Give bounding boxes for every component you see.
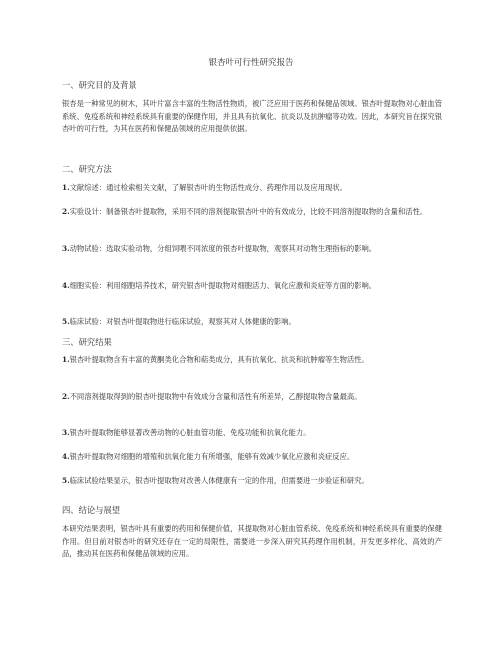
item-number: 5. — [62, 317, 70, 326]
item-number: 4. — [62, 281, 70, 290]
list-item — [62, 451, 442, 464]
item-text: 动物试验：选取实验动物，分组饲喂不同浓度的银杏叶提取物，观察其对动物生理指标的影响。 — [69, 244, 377, 253]
item-number: 2. — [62, 392, 70, 401]
item-number: 5. — [62, 476, 70, 485]
item-text: 不同溶剂提取得到的银杏叶提取物中有效成分含量和活性有所差异，乙醇提取物含量最高。 — [69, 392, 362, 401]
item-number: 3. — [62, 244, 70, 253]
item-number: 4. — [62, 452, 70, 461]
list-item — [62, 391, 442, 404]
item-text: 银杏叶提取物含有丰富的黄酮类化合物和萜类成分，具有抗氧化、抗炎和抗肿瘤等生物活性。 — [69, 355, 369, 364]
item-text: 临床试验：对银杏叶提取物进行临床试验，观察其对人体健康的影响。 — [69, 317, 296, 326]
item-text: 银杏叶提取物能够显著改善动物的心脏血管功能、免疫功能和抗氧化能力。 — [69, 428, 311, 437]
section-heading-conclusion: 四、结论与展望 — [62, 505, 121, 515]
item-number: 2. — [62, 207, 70, 216]
item-text: 细胞实验：利用细胞培养技术，研究银杏叶提取物对细胞活力、氧化应激和炎症等方面的影响。 — [69, 281, 377, 290]
item-text: 实验设计：制备银杏叶提取物，采用不同的溶剂提取银杏叶中的有效成分，比较不同溶剂提取物的含量和活性。 — [69, 207, 428, 216]
list-item — [62, 427, 442, 440]
document-title: 银杏叶可行性研究报告 — [208, 58, 294, 68]
list-item — [62, 316, 442, 329]
section-heading-results: 三、研究结果 — [62, 337, 112, 347]
list-item — [62, 182, 442, 195]
item-number: 3. — [62, 428, 70, 437]
section-heading-methods: 二、研究方法 — [62, 164, 112, 174]
item-text: 银杏叶提取物对细胞的增殖和抗氧化能力有所增强，能够有效减少氧化应激和炎症反应。 — [69, 452, 355, 461]
section-heading-purpose: 一、研究目的及背景 — [62, 80, 137, 90]
list-item — [62, 475, 442, 488]
paragraph-purpose: 银杏是一种常见的树木，其叶片富含丰富的生物活性物质，被广泛应用于医药和保健品领域。银杏叶提取物对心脏血管系统、免疫系统和神经系统具有重要的保健作用，并且具有抗氧化、抗炎以及抗肿瘤等功效。因此，本研究旨在探究银杏叶的可行性，为其在医药和保健品领域的应用提供依据。 — [62, 99, 442, 134]
list-item — [62, 243, 442, 256]
item-text: 临床试验结果显示，银杏叶提取物对改善人体健康有一定的作用，但需要进一步验证和研究。 — [69, 476, 369, 485]
list-item — [62, 206, 442, 219]
item-number: 1. — [62, 355, 70, 364]
item-text: 文献综述：通过检索相关文献，了解银杏叶的生物活性成分、药理作用以及应用现状。 — [69, 183, 347, 192]
paragraph-conclusion: 本研究结果表明，银杏叶具有重要的药用和保健价值，其提取物对心脏血管系统、免疫系统和神经系统具有重要的保健作用。但目前对银杏叶的研究还存在一定的局限性，需要进一步深入研究其药理作用机制，开发更多样化、高效的产品，推动其在医药和保健品领域的应用。 — [62, 524, 442, 559]
list-item — [62, 354, 442, 367]
list-item — [62, 280, 442, 293]
item-number: 1. — [62, 183, 70, 192]
